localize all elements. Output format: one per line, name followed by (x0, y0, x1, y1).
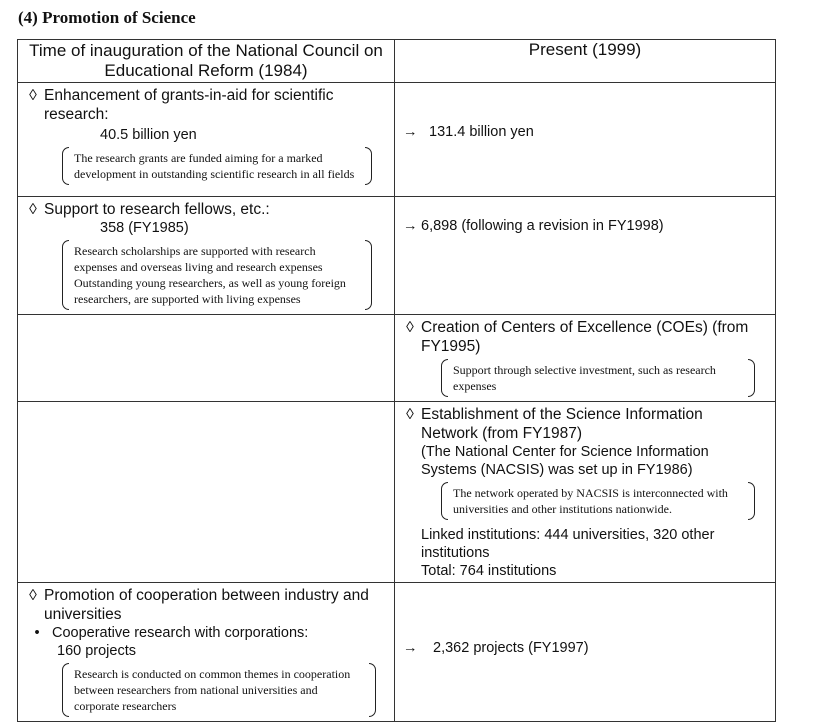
diamond-bullet-icon: ◊ (29, 201, 37, 218)
diamond-bullet-icon: ◊ (406, 319, 414, 336)
row3-left-empty (18, 315, 395, 402)
row1-left (18, 83, 395, 197)
table-row (18, 83, 776, 197)
item-heading: Support to research fellows, etc.: (44, 201, 270, 218)
bullet-text: Cooperative research with corporations: (52, 625, 309, 641)
header-left: Time of inauguration of the National Council on Educational Reform (1984) (18, 40, 395, 83)
row2-right (395, 197, 776, 315)
row4-right (395, 402, 776, 583)
note-box: Research scholarships are supported with research expenses and overseas living and research expenses Outstanding young researchers, as well as young foreign researchers, are supported with living expenses (62, 240, 372, 310)
list-item (22, 586, 376, 624)
diamond-bullet-icon: ◊ (29, 87, 37, 104)
item-amount: 358 (FY1985) (100, 220, 189, 236)
item-heading: Creation of Centers of Excellence (COEs) (from FY1995) (421, 319, 749, 355)
bullet-dot-icon: • (34, 625, 40, 641)
page-title: (4) Promotion of Science (18, 8, 196, 27)
present-value: 6,898 (following a revision in FY1998) (421, 218, 664, 234)
note-box: Research is conducted on common themes in cooperation between researchers from national universities and corporate researchers (62, 663, 376, 717)
present-value-line (403, 123, 767, 141)
table-row (18, 583, 776, 722)
row4-left-empty (18, 402, 395, 583)
header-right: Present (1999) (395, 40, 776, 83)
arrow-icon: → (403, 640, 418, 656)
bullet-item (22, 624, 376, 642)
row5-right (395, 583, 776, 722)
row2-left (18, 197, 395, 315)
item-amount: 160 projects (57, 643, 136, 659)
note-box: Support through selective investment, such as research expenses (441, 359, 755, 397)
total-institutions: Total: 764 institutions (421, 563, 557, 579)
note-box: The network operated by NACSIS is interconnected with universities and other institutions nationwide. (441, 482, 755, 520)
table-row (18, 315, 776, 402)
list-item (22, 200, 372, 219)
item-amount: 40.5 billion yen (100, 127, 197, 143)
present-value: 2,362 projects (FY1997) (433, 640, 589, 656)
item-heading: Enhancement of grants-in-aid for scientific research: (44, 87, 334, 123)
present-value-line (403, 639, 767, 657)
diamond-bullet-icon: ◊ (29, 587, 37, 604)
row1-right (395, 83, 776, 197)
linked-institutions: Linked institutions: 444 universities, 320 other institutions (421, 527, 715, 561)
list-item (22, 86, 372, 124)
list-item (399, 405, 755, 443)
table-header-row (18, 40, 776, 83)
note-box: The research grants are funded aiming for a marked development in outstanding scientific research in all fields (62, 147, 372, 185)
table-row (18, 402, 776, 583)
arrow-icon: → (403, 124, 418, 140)
promotion-table (17, 39, 776, 722)
diamond-bullet-icon: ◊ (406, 406, 414, 423)
arrow-icon: → (403, 218, 418, 234)
item-subtext: (The National Center for Science Information Systems (NACSIS) was set up in FY1986) (421, 444, 709, 478)
list-item (399, 318, 755, 356)
present-value-line (403, 217, 767, 235)
present-value: 131.4 billion yen (429, 124, 534, 140)
item-heading: Establishment of the Science Information Network (from FY1987) (421, 406, 703, 442)
row5-left (18, 583, 395, 722)
table-row (18, 197, 776, 315)
row3-right (395, 315, 776, 402)
item-heading: Promotion of cooperation between industry and universities (44, 587, 369, 623)
